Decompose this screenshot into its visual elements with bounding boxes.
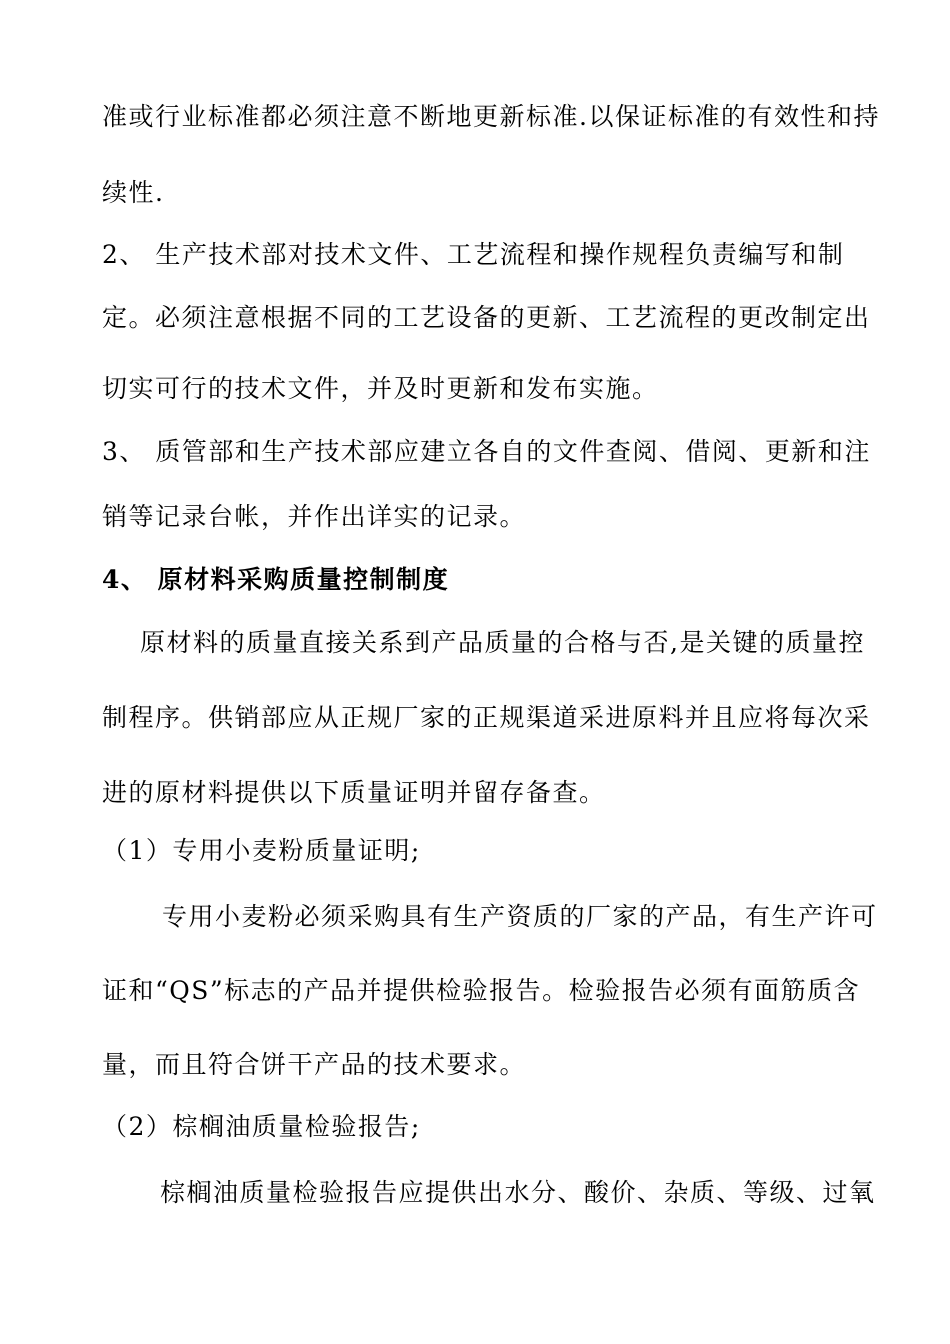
body-text-line: 切实可行的技术文件，并及时更新和发布实施。	[102, 374, 659, 403]
body-text-line: 证和“QS”标志的产品并提供检验报告。检验报告必须有面筋质含	[102, 976, 861, 1005]
subsection-heading: （1）专用小麦粉质量证明;	[102, 836, 421, 865]
list-item-2-line: 2、 生产技术部对技术文件、工艺流程和操作规程负责编写和制	[102, 240, 845, 269]
list-item-3-line: 3、 质管部和生产技术部应建立各自的文件查阅、借阅、更新和注	[102, 437, 871, 466]
paragraph-first-line: 专用小麦粉必须采购具有生产资质的厂家的产品，有生产许可	[162, 902, 878, 931]
subsection-heading: （2）棕榈油质量检验报告;	[102, 1112, 421, 1141]
body-text-line: 进的原材料提供以下质量证明并留存备查。	[102, 778, 606, 807]
paragraph-first-line: 棕榈油质量检验报告应提供出水分、酸价、杂质、等级、过氧	[160, 1178, 876, 1207]
body-text-line: 定。必须注意根据不同的工艺设备的更新、工艺流程的更改制定出	[102, 303, 871, 332]
body-text-line: 销等记录台帐，并作出详实的记录。	[102, 502, 527, 531]
body-text-line: 准或行业标准都必须注意不断地更新标准.以保证标准的有效性和持	[102, 102, 880, 131]
body-text-line: 续性.	[102, 178, 165, 207]
section-heading: 4、 原材料采购质量控制制度	[102, 565, 450, 594]
body-text-line: 量，而且符合饼干产品的技术要求。	[102, 1050, 527, 1079]
body-text-line: 制程序。供销部应从正规厂家的正规渠道采进原料并且应将每次采	[102, 703, 871, 732]
paragraph-first-line: 原材料的质量直接关系到产品质量的合格与否,是关键的质量控	[140, 628, 865, 657]
